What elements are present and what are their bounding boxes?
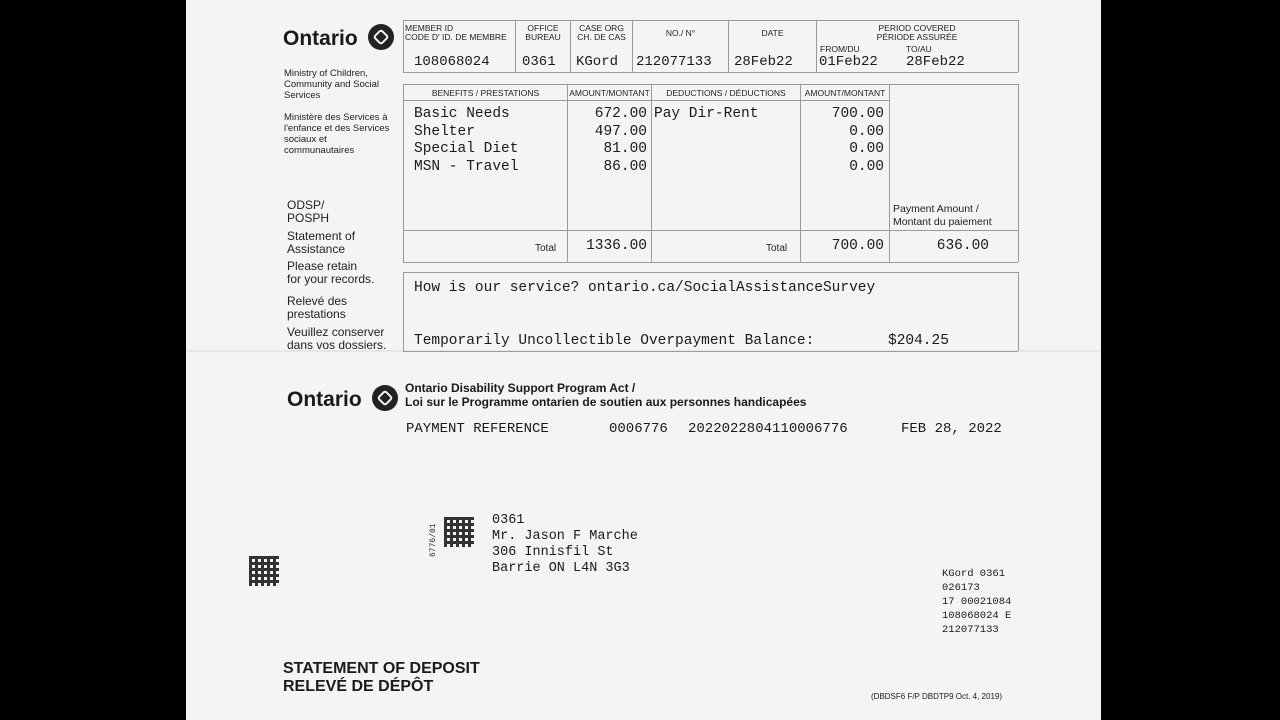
payment-reference-2: 2022022804110006776 <box>688 421 848 437</box>
barcode-icon <box>249 556 279 586</box>
payment-date: FEB 28, 2022 <box>901 421 1002 437</box>
payment-amount-label: Payment Amount / Montant du paiement <box>893 203 992 228</box>
barcode-icon <box>444 517 474 547</box>
benefit-name: MSN - Travel <box>414 158 519 175</box>
member-id-value: 108068024 <box>414 54 490 70</box>
deduction-names <box>654 106 758 124</box>
case-org-value: KGord <box>576 54 619 70</box>
deduction-name: Pay Dir-Rent <box>654 106 759 122</box>
ministry-fr: Ministère des Services à l'enfance et des Services sociaux et communautaires <box>284 112 390 156</box>
deduction-amount: 0.00 <box>849 141 884 157</box>
date-value: 28Feb22 <box>734 54 793 70</box>
retain-en-label: Please retain for your records. <box>287 259 375 286</box>
overpayment-label: Temporarily Uncollectible Overpayment Balance: <box>414 333 815 349</box>
benefit-amount: 672.00 <box>594 106 647 122</box>
deduction-amount: 0.00 <box>849 158 884 175</box>
reference-codes: KGord 0361 026173 17 00021084 108068024 E 212077133 <box>942 568 1012 636</box>
ontario-brand: Ontario <box>283 27 358 50</box>
mailing-address: 0361 Mr. Jason F Marche 306 Innisfil St Barrie ON L4N 3G3 <box>492 513 638 576</box>
odsp-label: ODSP/ POSPH <box>287 198 330 225</box>
benefit-name: Special Diet <box>414 141 519 157</box>
benefits-total-label: Total <box>535 243 557 254</box>
benefit-name: Shelter <box>414 123 475 140</box>
payment-reference-1: 0006776 <box>609 421 668 437</box>
statement-en-label: Statement of Assistance <box>287 229 356 256</box>
payment-reference-label: PAYMENT REFERENCE <box>406 421 549 437</box>
address-side-code: 6776/01 <box>429 523 438 557</box>
benefit-amount: 81.00 <box>603 141 647 157</box>
survey-message: How is our service? ontario.ca/SocialAssistanceSurvey <box>414 280 876 296</box>
statement-page: Ontario Ministry of Children, Community and Social Services Ministère des Services à l'enfance et des Services sociaux et communautaires MEMBER ID CODE D' ID. DE MEMBRE OFFICE BUREAU CASE ORG CH. DE CAS NO./ N° DATE PERIOD COVERED PÉRIODE ASSURÉE FROM/DU TO/AU 108068024 0361 KGord 212077133 28Feb22 01Feb22 28Feb22 ODSP/ POSPH Statement of Assistance Please retain for your records. Relevé des prestations Veuillez conserver dans vos dossiers. BENEFITS / PRESTATIONS AMOUNT/MONTANT DEDUCTIONS / DÉDUCTIONS AMOUNT/MONTANT Basic Needs Shelter Special Diet MSN - Travel 672.00 497.00 81.00 86.00 Pay Dir-Rent 700.00 0.00 0.00 0.00 Payment Amount / Montant du paiement Total 1336.00 Total 700.00 636.00 How is our service? ontario.ca/SocialAssistanceSurvey Temporarily Uncollectible Overpayment Balance: $204.25 Ontario Ontario Disability Support Program Act / Loi sur le Programme ontarien de soutien aux personnes handicapées PAYMENT REFERENCE 0006776 2022022804110006776 FEB 28, 2022 6776/01 0361 Mr. Jason F Marche 306 Innisfil St Barrie ON L4N 3G3 KGord 0361 026173 17 00021084 108068024 E 212077133 STATEMENT OF DEPOSIT RELEVÉ DE DÉPÔT (DBDSF6 F/P DBDTP9 Oct. 4, 2019) <box>186 0 1101 720</box>
deduction-amount: 700.00 <box>831 106 884 122</box>
from-value: 01Feb22 <box>819 54 878 70</box>
trillium-logo-icon <box>372 385 398 411</box>
trillium-logo-icon <box>368 24 394 50</box>
benefit-amount: 497.00 <box>594 123 647 140</box>
deduction-amount: 0.00 <box>849 123 884 140</box>
deduction-amounts <box>800 106 884 176</box>
benefit-name: Basic Needs <box>414 106 510 122</box>
retain-fr-label: Veuillez conserver dans vos dossiers. <box>287 325 387 352</box>
program-act: Ontario Disability Support Program Act / Loi sur le Programme ontarien de soutien aux personnes handicapées <box>405 381 807 409</box>
benefit-amount: 86.00 <box>603 158 647 175</box>
ministry-en: Ministry of Children, Community and Social Services <box>284 68 380 101</box>
to-value: 28Feb22 <box>906 54 965 70</box>
benefit-amounts <box>567 106 647 176</box>
payment-amount: 636.00 <box>936 238 989 254</box>
statement-of-deposit-title: STATEMENT OF DEPOSIT RELEVÉ DE DÉPÔT <box>283 660 480 695</box>
benefit-names <box>414 106 518 176</box>
overpayment-value: $204.25 <box>888 333 949 349</box>
form-code: (DBDSF6 F/P DBDTP9 Oct. 4, 2019) <box>871 692 1003 701</box>
deductions-total: 700.00 <box>831 238 884 254</box>
deductions-total-label: Total <box>766 243 788 254</box>
ontario-brand-2: Ontario <box>287 388 362 411</box>
no-value: 212077133 <box>636 54 712 70</box>
statement-fr-label: Relevé des prestations <box>287 294 348 321</box>
office-value: 0361 <box>522 54 556 70</box>
benefits-total: 1336.00 <box>586 238 647 254</box>
